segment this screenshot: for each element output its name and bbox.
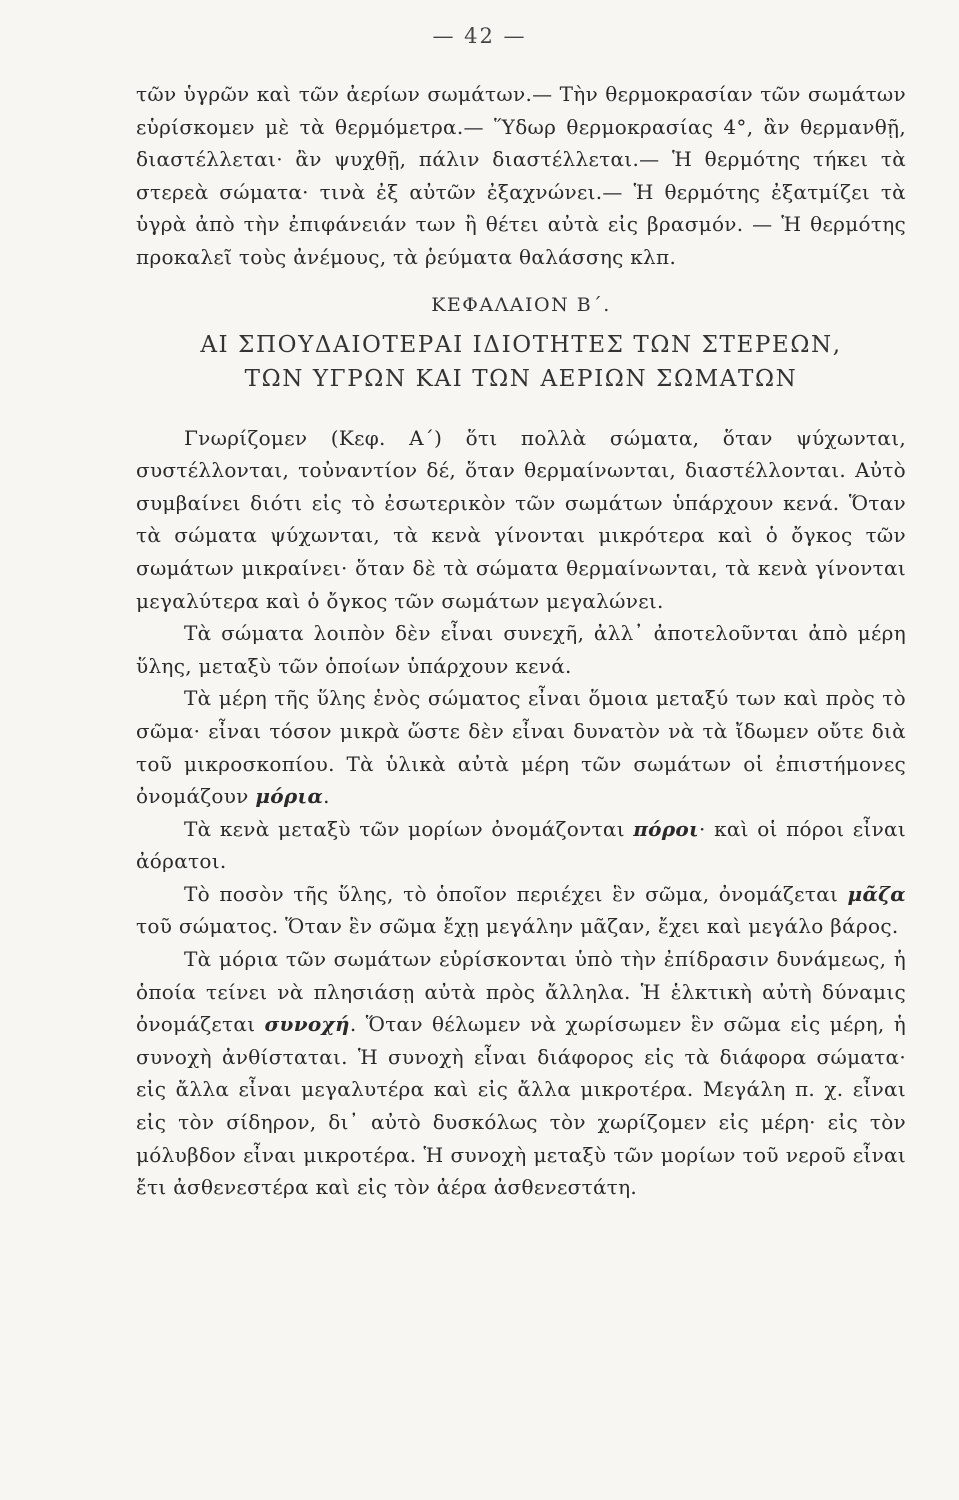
paragraph-2: Τὰ σώματα λοιπὸν δὲν εἶναι συνεχῆ, ἀλλ᾿ ἀποτελοῦνται ἀπὸ μέρη ὕλης, μεταξὺ τῶν ὁποίων ὑπάρχουν κενά. <box>136 621 906 678</box>
paragraph-5-text: Τὸ ποσὸν τῆς ὕλης, τὸ ὁποῖον περιέχει ἓν σῶμα, ὀνομάζεται <box>184 881 848 906</box>
term-poroi: πόροι <box>633 816 700 841</box>
paragraph-6-text: Τὰ μόρια τῶν σωμάτων εὑρίσκονται ὑπὸ τὴν ἐπίδρασιν δυνάμεως, ἡ ὁποία τείνει νὰ πλησιάσῃ αὐτὰ πρὸς ἄλληλα. Ἡ ἑλκτικὴ αὐτὴ δύναμις ὀνομάζεται <box>136 947 906 1037</box>
chapter-title <box>136 328 906 396</box>
paragraph-4-text: Τὰ κενὰ μεταξὺ τῶν μορίων ὀνομάζονται <box>184 816 634 841</box>
paragraph-4-end: · καὶ οἱ πόροι εἶναι ἀόρατοι. <box>136 816 906 874</box>
paragraph-1: Γνωρίζομεν (Κεφ. Α΄) ὅτι πολλὰ σώματα, ὅταν ψύχωνται, συστέλλονται, τοὐναντίον δέ, ὅταν θερμαίνωνται, διαστέλλονται. Αὐτὸ συμβαίνει διότι εἰς τὸ ἐσωτερικὸν τῶν σωμάτων ὑπάρχουν κενά. Ὅταν τὰ σώματα ψύχωνται, τὰ κενὰ γίνονται μικρότερα καὶ ὁ ὄγκος τῶν σωμάτων μικραίνει· ὅταν δὲ τὰ σώματα θερμαίνωνται, τὰ κενὰ γίνονται μεγαλύτερα καὶ ὁ ὄγκος τῶν σωμάτων μεγαλώνει. <box>136 425 906 613</box>
term-moria: μόρια <box>255 784 324 809</box>
paragraph-6 <box>136 943 906 1204</box>
page-number: — 42 — <box>432 24 527 48</box>
paragraph-3 <box>136 682 906 812</box>
paragraph-3-end: . <box>323 784 330 809</box>
paragraph-4 <box>136 813 906 878</box>
chapter-label: ΚΕΦΑΛΑΙΟΝ Β΄. <box>431 293 611 316</box>
paragraph-6-end: . Ὅταν θέλωμεν νὰ χωρίσωμεν ἓν σῶμα εἰς μέρη, ἡ συνοχὴ ἀνθίσταται. Ἡ συνοχὴ εἶναι διάφορος εἰς τὰ διάφορα σώματα· εἰς ἄλλα εἶναι μεγαλυτέρα καὶ εἰς ἄλλα μικροτέρα. Μεγάλη π. χ. εἶναι εἰς τὸν σίδηρον, δι᾿ αὐτὸ δυσκόλως τὸν χωρίζομεν εἰς μέρη· εἰς τὸν μόλυβδον εἶναι μικροτέρα. Ἡ συνοχὴ μεταξὺ τῶν μορίων τοῦ νεροῦ εἶναι ἔτι ἀσθενεστέρα καὶ εἰς τὸν ἀέρα ἀσθενεστάτη. <box>136 1012 906 1200</box>
term-synochi: συνοχή <box>264 1012 350 1037</box>
paragraph-3-text: Τὰ μέρη τῆς ὕλης ἑνὸς σώματος εἶναι ὅμοια μεταξύ των καὶ πρὸς τὸ σῶμα· εἶναι τόσον μικρὰ ὥστε δὲν εἶναι δυνατὸν νὰ τὰ ἴδωμεν οὔτε διὰ τοῦ μικροσκοπίου. Τὰ ὑλικὰ αὐτὰ μέρη τῶν σωμάτων οἱ ἐπιστήμονες ὀνομάζουν <box>136 686 906 809</box>
chapter-title-line-2: ΤΩΝ ΥΓΡΩΝ ΚΑΙ ΤΩΝ ΑΕΡΙΩΝ ΣΩΜΑΤΩΝ <box>244 365 798 392</box>
intro-paragraph: τῶν ὑγρῶν καὶ τῶν ἀερίων σωμάτων.— Τὴν θερμοκρασίαν τῶν σωμάτων εὑρίσκομεν μὲ τὰ θερμόμετρα.— Ὕδωρ θερμοκρασίας 4°, ἂν θερμανθῇ, διαστέλλεται· ἂν ψυχθῇ, πάλιν διαστέλλεται.— Ἡ θερμότης τήκει τὰ στερεὰ σώματα· τινὰ ἐξ αὐτῶν ἐξαχνώνει.— Ἡ θερμότης ἐξατμίζει τὰ ὑγρὰ ἀπὸ τὴν ἐπιφάνειάν των ἢ θέτει αὐτὰ εἰς βρασμόν. — Ἡ θερμότης προκαλεῖ τοὺς ἀνέμους, τὰ ῥεύματα θαλάσσης κλπ. <box>136 82 906 269</box>
paragraph-5-end: τοῦ σώματος. Ὅταν ἓν σῶμα ἔχῃ μεγάλην μᾶζαν, ἔχει καὶ μεγάλο βάρος. <box>136 914 899 939</box>
chapter-title-line-1: ΑΙ ΣΠΟΥΔΑΙΟΤΕΡΑΙ ΙΔΙΟΤΗΤΕΣ ΤΩΝ ΣΤΕΡΕΩΝ, <box>200 331 842 358</box>
term-maza: μᾶζα <box>847 881 906 906</box>
paragraph-5 <box>136 878 906 943</box>
text-block <box>136 78 906 1204</box>
